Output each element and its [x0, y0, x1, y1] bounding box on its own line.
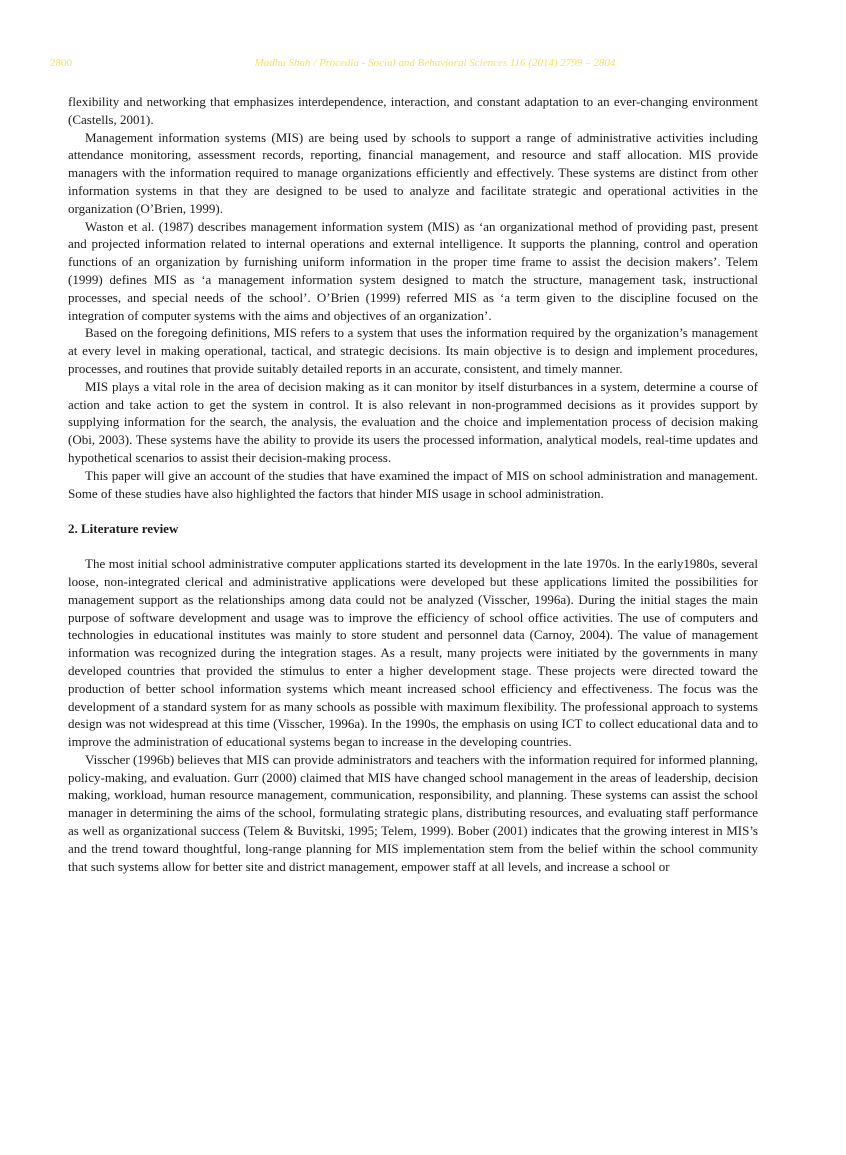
paragraph-mis-usage: Management information systems (MIS) are being used by schools to support a range of administrative activities including attendance monitoring, assessment records, reporting, financial management, and resource and staff allocation. MIS provide managers with the information required to manage organizations efficiently and effectively. These systems are distinct from other information systems in that they are designed to be used to analyze and facilitate strategic and operational activities in the organization (O’Brien, 1999). — [68, 129, 758, 216]
running-header — [50, 57, 820, 73]
paragraph-mis-summary: Based on the foregoing definitions, MIS refers to a system that uses the information required by the organization’s management at every level in making operational, tactical, and strategic decisions. Its main objective is to design and implement procedures, processes, and routines that provide suitably detailed reports in an accurate, consistent, and timely manner. — [68, 325, 758, 376]
article-body — [68, 93, 758, 875]
paragraph-paper-scope: This paper will give an account of the studies that have examined the impact of MIS on school administration and management. Some of these studies have also highlighted the factors that hinder MIS usage in school administration. — [68, 467, 758, 501]
paragraph-continuation: flexibility and networking that emphasizes interdependence, interaction, and constant adaptation to an ever-changing environment (Castells, 2001). — [68, 94, 758, 127]
paragraph-decision-making: MIS plays a vital role in the area of decision making as it can monitor by itself disturbances in a system, determine a course of action and take action to get the system in control. It is also relevant in non-programmed decisions as it provides support by supplying information for the search, the analysis, the evaluation and the choice and implementation process of decision making (Obi, 2003). These systems have the ability to provide its users the processed information, analytical models, real-time updates and hypothetical scenarios to assist their decision-making process. — [68, 378, 758, 465]
paragraph-mis-definitions: Waston et al. (1987) describes management information system (MIS) as ‘an organizational method of providing past, present and projected information related to internal operations and external intelligence. It supports the planning, control and operation functions of an organization by furnishing uniform information in the proper time frame to assist the decision makers’. Telem (1999) defines MIS as ‘a management information system designed to match the structure, management task, instructional processes, and special needs of the school’. O’Brien (1999) referred MIS as ‘a term given to the discipline focused on the integration of computer systems with the aims and objectives of an organization’. — [68, 218, 758, 323]
paragraph-history: The most initial school administrative computer applications started its development in the late 1970s. In the early1980s, several loose, non-integrated clerical and administrative applications were developed but these applications limited the possibilities for management support as the relationships among data could not be analyzed (Visscher, 1996a). During the initial stages the main purpose of software development and usage was to improve the efficiency of school office activities. The use of computers and technologies in educational institutes was mainly to store student and personnel data (Carnoy, 2004). The value of management information was recognized during the integration stages. As a result, many projects were initiated by the governments in many developed countries that provided the stimulus to enter a higher development stage. These projects were directed toward the production of better school information systems which meant increased school efficiency and effectiveness. The focus was the development of a standard system for as many schools as possible with maximum flexibility. The professional approach to systems design was not widespread at this time (Visscher, 1996a). In the 1990s, the emphasis on using ICT to collect educational data and to improve the administration of educational systems began to increase in the developing countries. — [68, 556, 758, 750]
journal-citation: Madhu Shah / Procedia - Social and Behavioral Sciences 116 (2014) 2799 – 2804 — [254, 57, 616, 69]
section-heading: 2. Literature review — [68, 520, 179, 536]
paragraph-mis-benefits: Visscher (1996b) believes that MIS can provide administrators and teachers with the information required for informed planning, policy-making, and evaluation. Gurr (2000) claimed that MIS have changed school management in the areas of leadership, decision making, workload, human resource management, communication, responsibility, and planning. These systems can assist the school manager in determining the aims of the school, formulating strategic plans, distributing resources, and evaluating staff performance as well as organizational success (Telem & Buvitski, 1995; Telem, 1999). Bober (2001) indicates that the growing interest in MIS’s and the trend toward thoughtful, long-range planning for MIS implementation stem from the belief within the school community that such systems allow for better site and district management, empower staff at all levels, and increase a school or — [68, 751, 758, 874]
page-number: 2800 — [50, 57, 72, 69]
